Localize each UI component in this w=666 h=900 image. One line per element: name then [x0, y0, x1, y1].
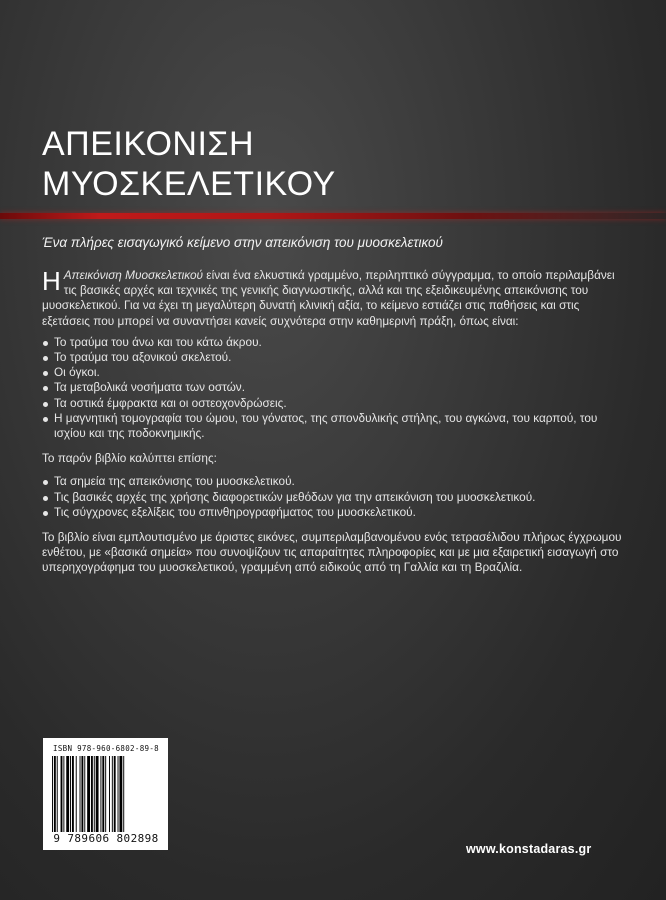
- bullet-icon: [43, 402, 48, 407]
- bullet-icon: [43, 480, 48, 485]
- list-item: [42, 474, 622, 489]
- isbn-digits: 9 789606 802898: [53, 832, 159, 845]
- intro-italic-title: Απεικόνιση Μυοσκελετικού: [63, 268, 204, 282]
- list-item: [42, 411, 622, 441]
- list-item-text: Τις βασικές αρχές της χρήσης διαφορετικών μεθόδων για την απεικόνιση του μυοσκελετικού.: [54, 489, 536, 504]
- topics-list: [42, 335, 622, 441]
- list-item: [42, 396, 622, 411]
- closing-paragraph: Το βιβλίο είναι εμπλουτισμένο με άριστες εικόνες, συμπεριλαμβανομένου ενός τετρασέλιδου πλήρως έγχρωμου ενθέτου, με «βασικά σημεία» που συνοψίζουν τις απαραίτητες πληροφορίες και με μια εξαιρετική εισαγωγή στο υπερηχογράφημα του μυοσκελετικού, γραμμένη από ειδικούς από τη Γαλλία και τη Βραζιλία.: [42, 530, 622, 575]
- list-item: [42, 335, 622, 350]
- barcode-bars-icon: [52, 756, 160, 832]
- coverage-heading: Το παρόν βιβλίο καλύπτει επίσης:: [42, 451, 217, 466]
- description-body: [42, 268, 622, 576]
- bullet-icon: [43, 341, 48, 346]
- isbn-barcode: [43, 738, 168, 850]
- isbn-label: ISBN 978-960-6802-89-8: [53, 744, 159, 753]
- drop-cap: Η: [42, 266, 61, 296]
- book-title-line-1: ΑΠΕΙΚΟΝΙΣΗ: [42, 125, 255, 163]
- bullet-icon: [43, 417, 48, 422]
- list-item-text: Το τραύμα του αξονικού σκελετού.: [54, 350, 232, 365]
- publisher-website: www.konstadaras.gr: [466, 842, 592, 856]
- coverage-list: [42, 474, 622, 520]
- list-item-text: Τα σημεία της απεικόνισης του μυοσκελετικού.: [54, 474, 295, 489]
- list-item-text: Οι όγκοι.: [54, 365, 100, 380]
- bullet-icon: [43, 511, 48, 516]
- bullet-icon: [43, 371, 48, 376]
- intro-text: είναι ένα ελκυστικά γραμμένο, περιληπτικό σύγγραμμα, το οποίο περιλαμβάνει τις βασικές αρχές και τεχνικές της γενικής διαγνωστικής, αλλά και της εξειδικευμένης απεικόνισης του μυοσκελετικού. Για να έχει τη μεγαλύτερη δυνατή κλινική αξία, το κείμενο εστιάζει στις παθήσεις και στις εξετάσεις που μπορεί να συναντήσει κανείς συχνότερα στην καθημερινή πράξη, όπως είναι:: [42, 268, 615, 328]
- list-item: [42, 365, 622, 380]
- list-item: [42, 350, 622, 365]
- list-item-text: Τα οστικά έμφρακτα και οι οστεοχονδρώσεις.: [54, 395, 287, 410]
- bullet-icon: [43, 496, 48, 501]
- intro-paragraph: [42, 268, 622, 329]
- list-item: [42, 490, 622, 505]
- list-item-text: Η μαγνητική τομογραφία του ώμου, του γόνατος, της σπονδυλικής στήλης, του αγκώνα, του καρπού, του ισχίου και της ποδοκνημικής.: [54, 410, 598, 441]
- list-item: [42, 505, 622, 520]
- book-title-line-2: ΜΥΟΣΚΕΛΕΤΙΚΟΥ: [42, 165, 336, 203]
- red-accent-line: [0, 213, 666, 219]
- list-item: [42, 380, 622, 395]
- list-item-text: Το τραύμα του άνω και του κάτω άκρου.: [54, 334, 262, 349]
- bullet-icon: [43, 356, 48, 361]
- list-item-text: Τις σύγχρονες εξελίξεις του σπινθηρογραφήματος του μυοσκελετικού.: [54, 504, 416, 519]
- subtitle: Ένα πλήρες εισαγωγικό κείμενο στην απεικόνιση του μυοσκελετικού: [42, 235, 443, 250]
- list-item-text: Τα μεταβολικά νοσήματα των οστών.: [54, 380, 245, 395]
- bullet-icon: [43, 386, 48, 391]
- book-title: [42, 124, 336, 204]
